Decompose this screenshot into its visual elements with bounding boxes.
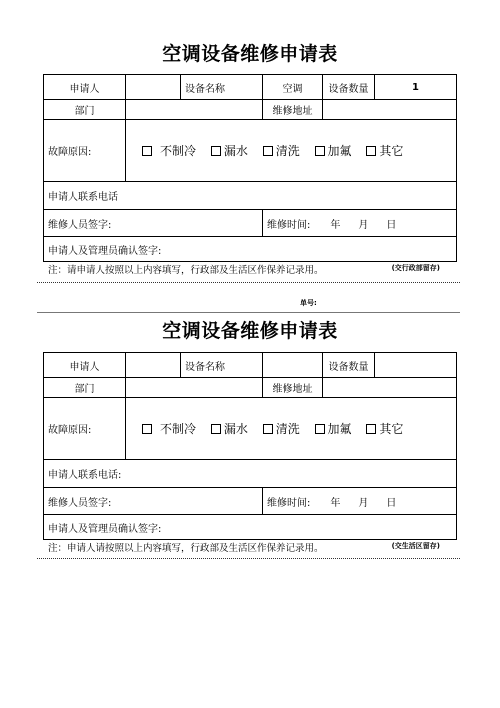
repair-sign-label: 维修人员签字: [48,219,112,231]
confirm-label: 申请人及管理员确认签字: [48,523,162,535]
applicant-label: 申请人 [44,353,126,378]
option-leak[interactable]: 漏水 [211,142,248,159]
address-field[interactable] [323,100,457,120]
device-name-field[interactable] [263,353,323,378]
applicant-field[interactable] [126,353,181,378]
form1-copy-to: (交行政部留存) [391,264,440,272]
dept-label: 部门 [44,100,126,120]
repair-time-label: 维修时间: [267,219,311,231]
phone-label: 申请人联系电话 [48,192,118,203]
quantity-field[interactable] [375,353,457,378]
day-label: 日 [386,219,397,231]
option-other[interactable]: 其它 [366,142,403,159]
confirm-sign-field[interactable] [44,515,457,540]
repair-sign-label: 维修人员签字: [48,497,112,509]
repair-time-field[interactable] [263,488,457,515]
option-refrigerant[interactable]: 加氟 [315,420,352,437]
device-name-label: 设备名称 [181,353,263,378]
applicant-field[interactable] [126,75,181,100]
option-clean[interactable]: 清洗 [263,420,300,437]
checkbox-icon[interactable] [211,424,221,434]
form1-note: 注：请申请人按照以上内容填写，行政部及生活区作保养记录用。 (交行政部留存) [48,264,440,276]
month-label: 月 [358,219,369,231]
quantity-label: 设备数量 [323,75,375,100]
option-clean[interactable]: 清洗 [263,142,300,159]
cut-line [37,558,460,559]
fault-label: 故障原因: [44,120,126,182]
checkbox-icon[interactable] [263,424,273,434]
quantity-label: 设备数量 [323,353,375,378]
checkbox-icon[interactable] [315,424,325,434]
fault-options [126,398,457,460]
dept-field[interactable] [126,100,263,120]
form1-title: 空调设备维修申请表 [162,43,338,65]
option-refrigerant[interactable]: 加氟 [315,142,352,159]
divider [37,312,460,313]
confirm-label: 申请人及管理员确认签字: [48,245,162,257]
fault-options [126,120,457,182]
dept-field[interactable] [126,378,263,398]
fault-label: 故障原因: [44,398,126,460]
option-other[interactable]: 其它 [366,420,403,437]
checkbox-icon[interactable] [366,424,376,434]
form2-copy-to: (交生活区留存) [391,542,440,550]
form1-table [43,74,457,262]
checkbox-icon[interactable] [142,424,152,434]
checkbox-icon[interactable] [142,146,152,156]
quantity-field[interactable]: 1 [375,75,457,100]
repair-sign-field[interactable] [44,488,263,515]
address-label: 维修地址 [263,100,323,120]
option-no-cooling[interactable]: 不制冷 [142,420,196,437]
form2-title: 空调设备维修申请表 [162,320,338,342]
applicant-label: 申请人 [44,75,126,100]
option-leak[interactable]: 漏水 [211,420,248,437]
repair-time-label: 维修时间: [267,497,311,509]
cut-line [37,282,460,283]
phone-label: 申请人联系电话: [48,470,122,481]
address-field[interactable] [323,378,457,398]
year-label: 年 [330,497,341,509]
repair-time-field[interactable] [263,210,457,237]
confirm-sign-field[interactable] [44,237,457,262]
checkbox-icon[interactable] [366,146,376,156]
checkbox-icon[interactable] [315,146,325,156]
day-label: 日 [386,497,397,509]
checkbox-icon[interactable] [263,146,273,156]
address-label: 维修地址 [263,378,323,398]
phone-field[interactable] [44,460,457,488]
device-name-field[interactable]: 空调 [263,75,323,100]
dept-label: 部门 [44,378,126,398]
form2-table [43,352,457,540]
month-label: 月 [358,497,369,509]
year-label: 年 [330,219,341,231]
device-name-label: 设备名称 [181,75,263,100]
form2-note: 注：申请人请按照以上内容填写，行政部及生活区作保养记录用。 (交生活区留存) [48,542,440,554]
serial-number-label: 单号: [300,299,317,307]
repair-sign-field[interactable] [44,210,263,237]
option-no-cooling[interactable]: 不制冷 [142,142,196,159]
phone-field[interactable] [44,182,457,210]
checkbox-icon[interactable] [211,146,221,156]
